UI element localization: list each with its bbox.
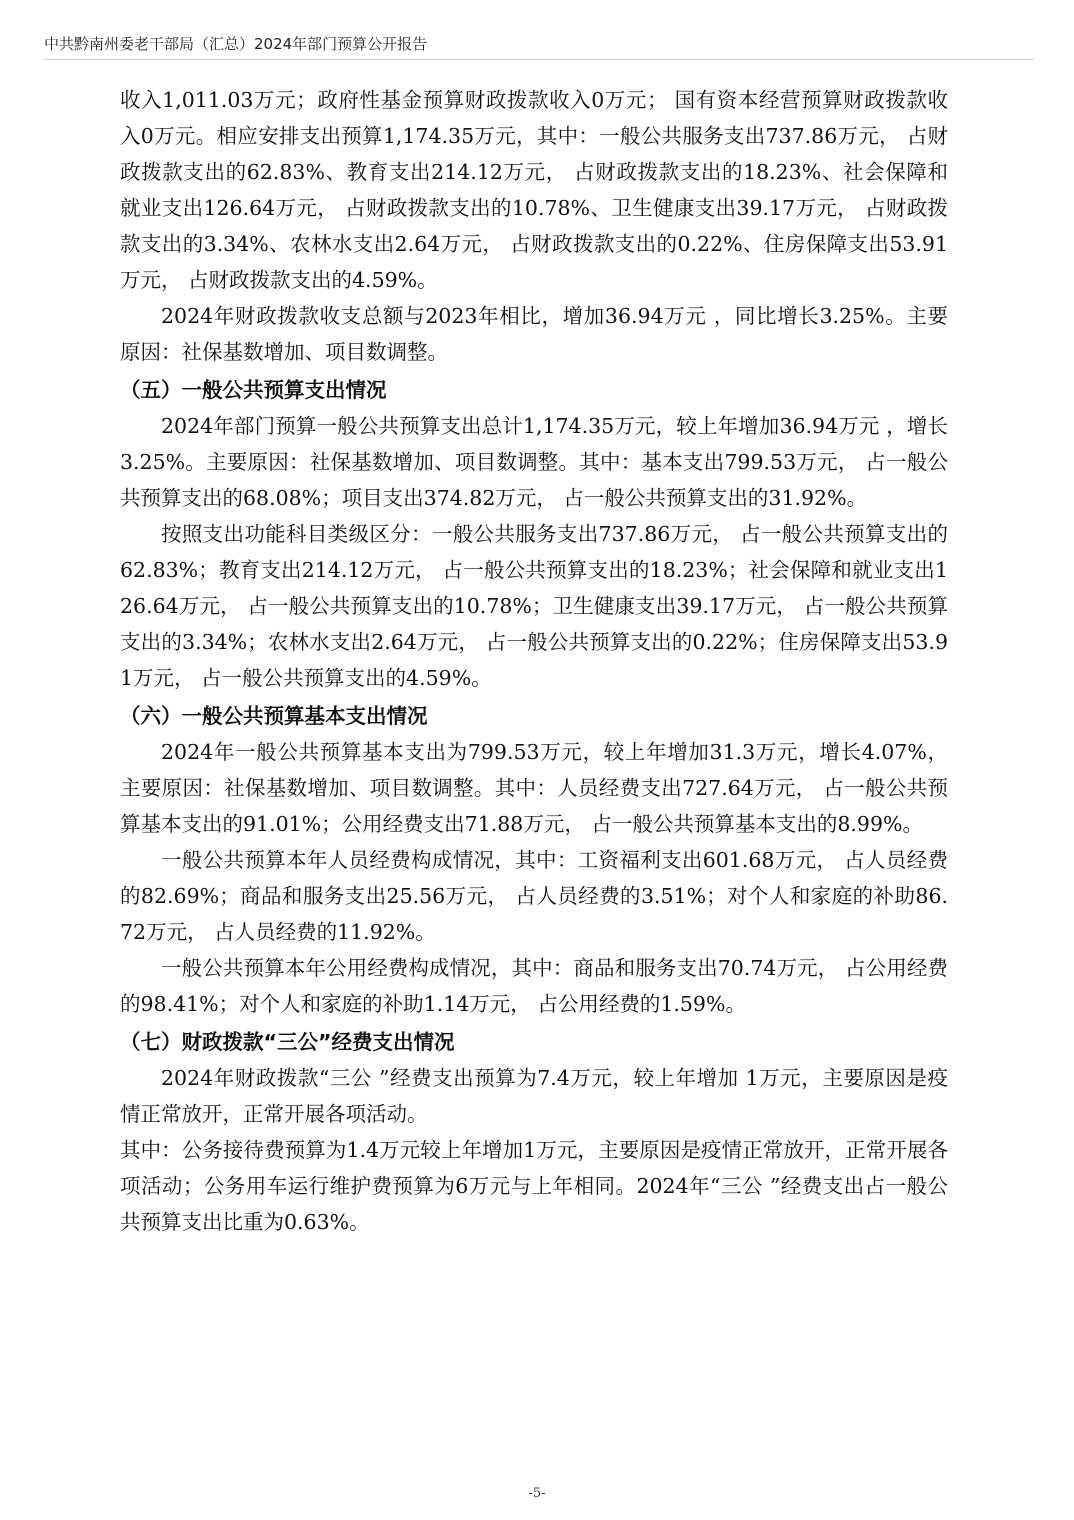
- section-heading-6: （六）一般公共预算基本支出情况: [120, 704, 428, 728]
- paragraph-basic-expenditure: 2024年一般公共预算基本支出为799.53万元，较上年增加31.3万元，增长4.07%，主要原因：社保基数增加、项目数调整。其中：人员经费支出727.64万元， 占一般公共预算基本支出的91.01%；公用经费支出71.88万元， 占一般公共预算基本支出的8.99%。: [120, 740, 948, 836]
- paragraph-public-expenses: 一般公共预算本年公用经费构成情况，其中：商品和服务支出70.74万元， 占公用经费的98.41%；对个人和家庭的补助1.14万元， 占公用经费的1.59%。: [120, 956, 948, 1016]
- document-body: [120, 82, 948, 1240]
- paragraph-three-public-detail: 其中：公务接待费预算为1.4万元较上年增加1万元，主要原因是疫情正常放开，正常开展各项活动；公务用车运行维护费预算为6万元与上年相同。2024年“三公 ”经费支出占一般公共预算支出比重为0.63%。: [120, 1138, 948, 1234]
- paragraph-fiscal-allocation: 收入1,011.03万元；政府性基金预算财政拨款收入0万元； 国有资本经营预算财政拨款收入0万元。相应安排支出预算1,174.35万元，其中：一般公共服务支出737.86万元， 占财政拨款支出的62.83%、教育支出214.12万元， 占财政拨款支出的18.23%、社会保障和就业支出126.64万元， 占财政拨款支出的10.78%、卫生健康支出39.17万元， 占财政拨款支出的3.34%、农林水支出2.64万元， 占财政拨款支出的0.22%、住房保障支出53.91万元， 占财政拨款支出的4.59%。: [120, 88, 948, 292]
- paragraph-three-public-budget: 2024年财政拨款“三公 ”经费支出预算为7.4万元，较上年增加 1万元，主要原因是疫情正常放开，正常开展各项活动。: [120, 1066, 948, 1126]
- section-heading-7: （七）财政拨款“三公”经费支出情况: [120, 1030, 455, 1054]
- paragraph-year-comparison: 2024年财政拨款收支总额与2023年相比，增加36.94万元 ，同比增长3.25%。主要原因：社保基数增加、项目数调整。: [120, 304, 948, 364]
- paragraph-general-budget-total: 2024年部门预算一般公共预算支出总计1,174.35万元，较上年增加36.94万元 ，增长3.25%。主要原因：社保基数增加、项目数调整。其中：基本支出799.53万元， 占一般公共预算支出的68.08%；项目支出374.82万元， 占一般公共预算支出的31.92%。: [120, 414, 948, 510]
- page-header: 中共黔南州委老干部局（汇总）2024年部门预算公开报告: [44, 33, 1034, 60]
- paragraph-functional-classification: 按照支出功能科目类级区分：一般公共服务支出737.86万元， 占一般公共预算支出的62.83%；教育支出214.12万元， 占一般公共预算支出的18.23%；社会保障和就业支出126.64万元， 占一般公共预算支出的10.78%；卫生健康支出39.17万元， 占一般公共预算支出的3.34%；农林水支出2.64万元， 占一般公共预算支出的0.22%；住房保障支出53.91万元， 占一般公共预算支出的4.59%。: [120, 522, 948, 690]
- section-heading-5: （五）一般公共预算支出情况: [120, 378, 387, 402]
- paragraph-personnel-expenses: 一般公共预算本年人员经费构成情况，其中：工资福利支出601.68万元， 占人员经费的82.69%；商品和服务支出25.56万元， 占人员经费的3.51%；对个人和家庭的补助86.72万元， 占人员经费的11.92%。: [120, 848, 948, 944]
- page-number: -5-: [528, 1486, 546, 1501]
